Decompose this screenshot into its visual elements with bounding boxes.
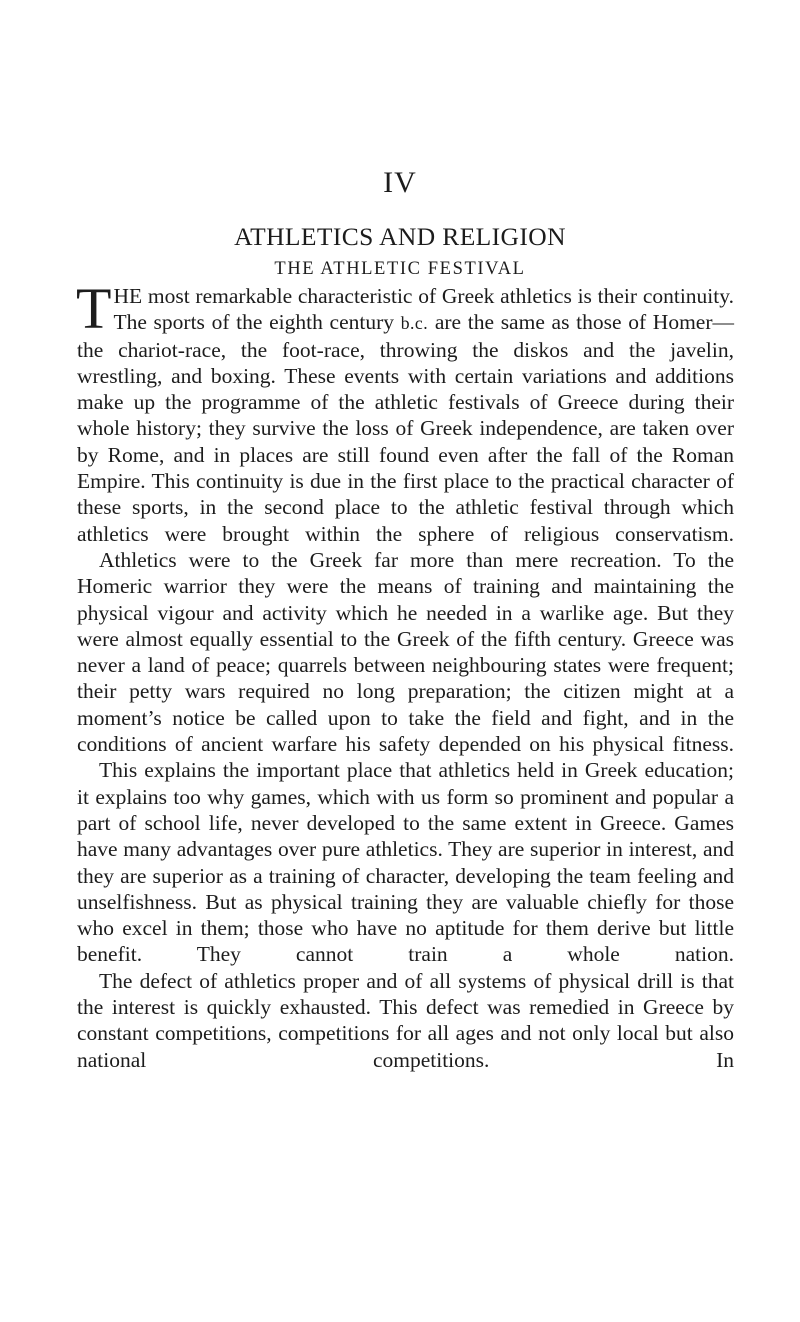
era-abbreviation: b.c. [400, 313, 429, 334]
paragraph-1-opening: HE most remarkable characteristic of Greek athletics is their continuity. The sports of the eighth century [113, 284, 734, 335]
paragraph-2: Athletics were to the Greek far more than mere recreation. To the Homeric warrior they were the means of training and maintaining the physical vigour and activity which he needed in a warlike age. But they were almost equally essential to the Greek of the fifth century. Greece was never a land of peace; quarrels between neighbouring states were frequent; their petty wars required no long preparation; the citizen might at a moment’s notice be called upon to take the field and fight, and in the conditions of ancient warfare his safety depended on his physical fitness. [77, 547, 734, 757]
section-title: THE ATHLETIC FESTIVAL [274, 259, 526, 279]
paragraph-1-text: are the same as those of Homer—the chariot-race, the foot-race, throwing the diskos and the javelin, wrestling, and boxing. These events with certain variations and additions make up the programme of the athletic festivals of Greece during their whole history; they survive the loss of Greek independence, are taken over by Rome, and in places are still found even after the fall of the Roman Empire. This continuity is due in the first place to the practical character of these sports, in the second place to the athletic festival through which athletics were brought within the sphere of religious conservatism. [77, 310, 734, 546]
paragraph-1 [76, 276, 734, 547]
chapter-title: ATHLETICS AND RELIGION [234, 222, 566, 251]
drop-cap: T [76, 276, 112, 341]
chapter-number: IV [383, 166, 417, 199]
body-text [76, 276, 734, 1073]
paragraph-3: This explains the important place that athletics held in Greek education; it explains too why games, which with us form so prominent and popular a part of school life, never developed to the same extent in Greece. Games have many advantages over pure athletics. They are superior in interest, and they are superior as a training of character, developing the team feeling and unselfishness. But as physical training they are valuable chiefly for those who excel in them; those who have no aptitude for them derive but little benefit. They cannot train a whole nation. [77, 758, 734, 967]
paragraph-4: The defect of athletics proper and of all systems of physical drill is that the interest is quickly exhausted. This defect was remedied in Greece by constant competitions, competitions for all ages and not only local but also national competitions. In [77, 968, 734, 1072]
